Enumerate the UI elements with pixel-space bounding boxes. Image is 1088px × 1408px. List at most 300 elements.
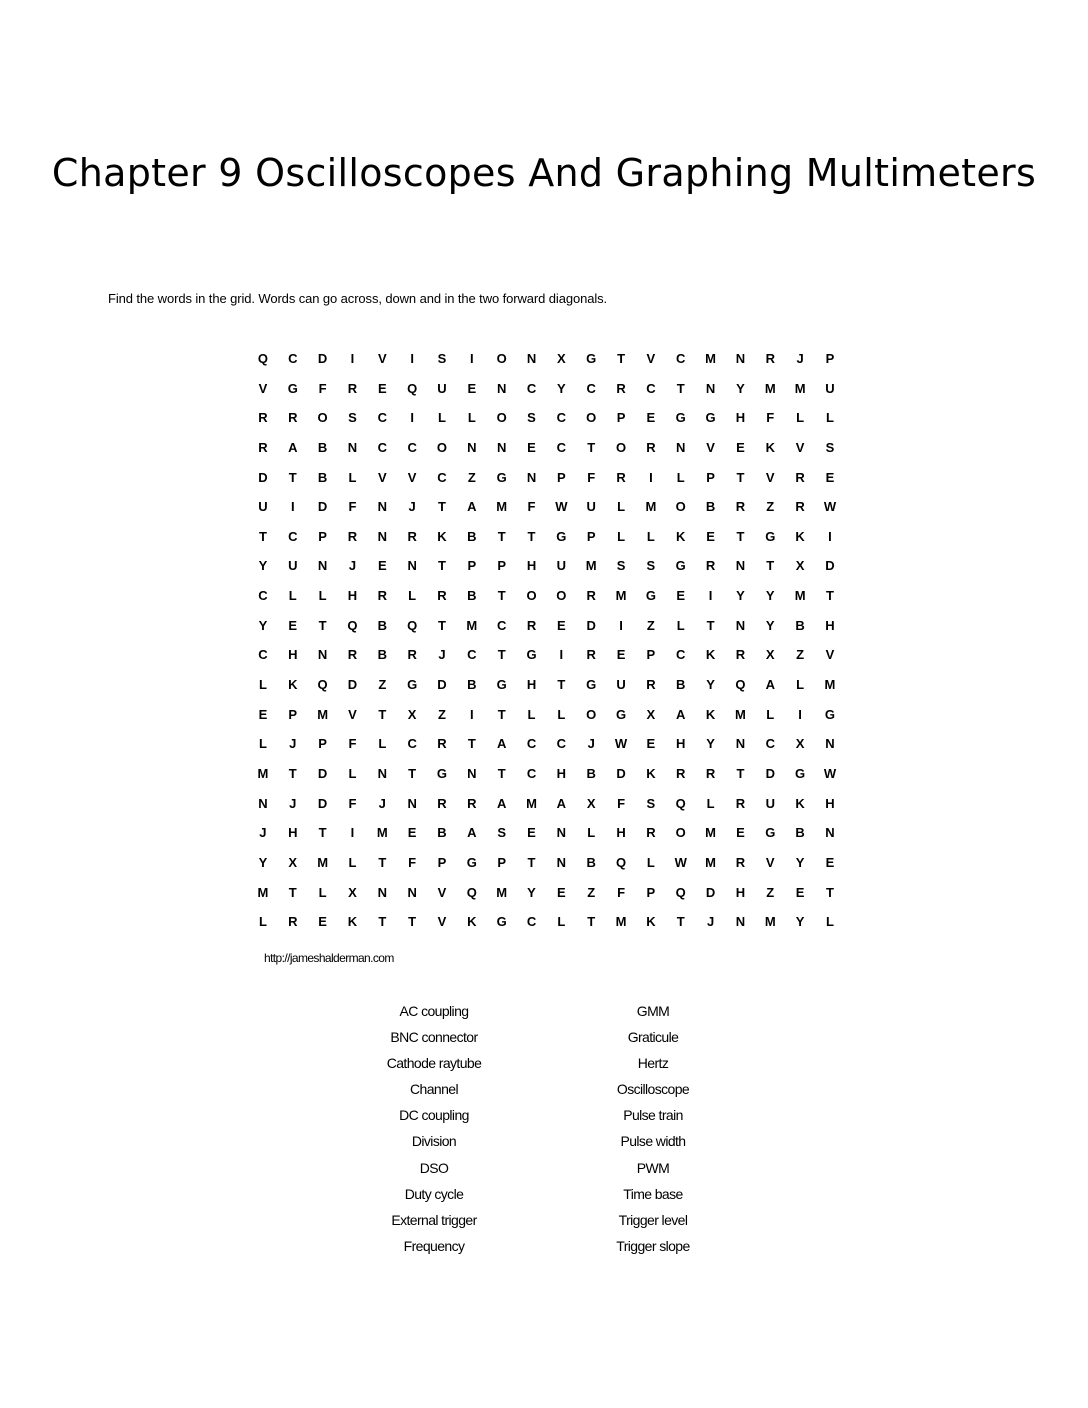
grid-letter: M — [794, 588, 806, 604]
grid-letter: P — [616, 410, 626, 426]
grid-letter: G — [496, 469, 507, 485]
grid-letter: Z — [587, 884, 596, 900]
grid-letter: B — [377, 617, 387, 633]
grid-letter: J — [796, 351, 804, 366]
grid-letter: C — [288, 351, 298, 366]
grid-letter: I — [470, 706, 474, 722]
grid-letter: E — [736, 439, 745, 455]
word-list-item: Trigger slope — [616, 1237, 690, 1254]
grid-letter: G — [526, 647, 537, 663]
grid-letter: S — [497, 825, 506, 841]
grid-letter: V — [377, 469, 387, 485]
grid-letter: B — [586, 854, 596, 870]
grid-letter: P — [646, 647, 656, 663]
grid-row — [248, 848, 845, 878]
word-list-item: Pulse train — [623, 1107, 683, 1124]
grid-letter: B — [795, 825, 805, 841]
grid-letter: R — [795, 499, 805, 515]
grid-letter: B — [586, 765, 596, 781]
grid-letter: E — [706, 528, 715, 544]
grid-letter: T — [527, 528, 536, 544]
grid-letter: D — [317, 765, 328, 781]
grid-letter: J — [438, 647, 446, 663]
grid-letter: K — [347, 914, 358, 930]
grid-letter: N — [467, 439, 477, 455]
grid-row — [248, 789, 845, 819]
word-list-item: BNC connector — [390, 1029, 478, 1046]
grid-row — [248, 344, 845, 374]
grid-letter: C — [437, 469, 447, 485]
grid-letter: D — [317, 499, 328, 515]
grid-letter: N — [526, 469, 537, 485]
grid-letter: F — [587, 469, 596, 485]
grid-letter: L — [617, 528, 626, 544]
grid-letter: Y — [736, 380, 745, 396]
word-list-item: External trigger — [391, 1211, 477, 1228]
grid-letter: P — [497, 558, 506, 574]
grid-letter: M — [764, 914, 776, 930]
grid-row — [248, 818, 845, 848]
grid-letter: C — [377, 439, 387, 455]
grid-letter: Y — [258, 617, 268, 633]
grid-letter: G — [586, 677, 597, 693]
grid-letter: F — [527, 499, 536, 515]
word-list-item: Channel — [410, 1081, 458, 1098]
grid-letter: N — [407, 884, 417, 900]
grid-letter: O — [615, 439, 627, 455]
grid-letter: C — [586, 380, 596, 396]
grid-letter: R — [765, 351, 775, 366]
grid-letter: U — [258, 499, 268, 515]
grid-letter: N — [825, 825, 835, 841]
grid-letter: E — [736, 825, 745, 841]
grid-letter: Q — [347, 617, 358, 633]
grid-letter: L — [348, 765, 357, 781]
grid-letter: U — [437, 380, 447, 396]
grid-row — [248, 433, 845, 463]
grid-letter: N — [735, 558, 746, 574]
grid-letter: P — [437, 854, 447, 870]
grid-letter: V — [765, 854, 775, 870]
grid-letter: C — [407, 736, 417, 752]
grid-letter: V — [437, 914, 447, 930]
grid-letter: B — [317, 469, 328, 485]
grid-letter: T — [497, 528, 506, 544]
grid-letter: N — [317, 647, 328, 663]
word-list-left — [324, 998, 544, 1259]
grid-letter: L — [587, 825, 596, 841]
grid-letter: Y — [258, 854, 268, 870]
grid-letter: X — [765, 647, 775, 663]
grid-letter: T — [617, 351, 626, 366]
grid-letter: S — [646, 558, 656, 574]
grid-letter: G — [675, 558, 686, 574]
grid-letter: S — [646, 795, 656, 811]
grid-letter: R — [646, 677, 656, 693]
grid-letter: L — [557, 914, 566, 930]
grid-letter: M — [705, 825, 716, 841]
grid-letter: N — [467, 765, 477, 781]
grid-letter: T — [587, 439, 596, 455]
grid-letter: L — [378, 736, 387, 752]
grid-letter: H — [825, 617, 835, 633]
grid-letter: F — [617, 795, 626, 811]
grid-letter: C — [765, 736, 775, 752]
grid-row — [248, 403, 845, 433]
grid-letter: R — [407, 528, 417, 544]
grid-letter: M — [645, 499, 657, 515]
grid-letter: L — [467, 410, 476, 426]
grid-letter: R — [735, 647, 746, 663]
grid-letter: P — [825, 351, 835, 366]
grid-letter: L — [676, 469, 685, 485]
grid-letter: G — [824, 706, 836, 722]
grid-letter: R — [735, 854, 746, 870]
grid-letter: P — [288, 706, 298, 722]
grid-letter: H — [556, 765, 567, 781]
grid-letter: J — [408, 499, 416, 515]
grid-letter: R — [437, 795, 447, 811]
grid-letter: A — [467, 499, 477, 515]
grid-letter: J — [378, 795, 386, 811]
grid-letter: M — [615, 914, 627, 930]
grid-letter: C — [676, 351, 686, 366]
grid-row — [248, 492, 845, 522]
word-list-item: Frequency — [403, 1237, 465, 1254]
grid-letter: I — [350, 825, 355, 841]
grid-letter: N — [377, 499, 387, 515]
grid-letter: L — [408, 588, 417, 604]
grid-letter: A — [556, 795, 567, 811]
grid-letter: S — [616, 558, 626, 574]
grid-letter: D — [317, 351, 328, 366]
grid-letter: O — [586, 706, 597, 722]
grid-letter: Q — [466, 884, 477, 900]
grid-letter: O — [496, 410, 507, 426]
grid-letter: T — [676, 914, 685, 930]
grid-letter: Q — [675, 884, 686, 900]
grid-letter: L — [706, 795, 715, 811]
grid-letter: G — [436, 765, 448, 781]
grid-letter: R — [347, 380, 358, 396]
word-list-item: Hertz — [637, 1055, 669, 1072]
grid-letter: N — [347, 439, 358, 455]
grid-letter: I — [649, 469, 653, 485]
grid-row — [248, 551, 845, 581]
grid-letter: N — [825, 736, 835, 752]
grid-letter: Z — [438, 706, 446, 722]
grid-letter: C — [526, 736, 537, 752]
grid-letter: R — [437, 736, 447, 752]
grid-letter: I — [290, 499, 295, 515]
grid-letter: D — [705, 884, 716, 900]
grid-letter: R — [258, 439, 268, 455]
grid-letter: D — [347, 677, 358, 693]
grid-letter: H — [735, 410, 746, 426]
grid-letter: L — [766, 706, 775, 722]
grid-letter: N — [735, 617, 746, 633]
grid-letter: T — [497, 765, 506, 781]
grid-letter: Y — [765, 588, 775, 604]
grid-letter: H — [676, 736, 686, 752]
grid-letter: S — [825, 439, 835, 455]
grid-letter: C — [676, 647, 686, 663]
grid-letter: W — [823, 765, 837, 781]
grid-row — [248, 581, 845, 611]
grid-letter: V — [437, 884, 447, 900]
grid-letter: P — [467, 558, 477, 574]
grid-letter: M — [376, 825, 388, 841]
grid-letter: Y — [795, 854, 805, 870]
grid-letter: U — [288, 558, 298, 574]
grid-letter: Y — [736, 588, 745, 604]
grid-row — [248, 611, 845, 641]
word-list-right — [543, 998, 763, 1259]
word-list-item: Pulse width — [620, 1133, 686, 1150]
word-search-grid — [248, 344, 845, 937]
grid-letter: K — [646, 914, 656, 930]
grid-letter: L — [258, 677, 267, 693]
grid-letter: P — [646, 884, 656, 900]
grid-letter: N — [735, 351, 746, 366]
grid-letter: R — [735, 795, 746, 811]
grid-letter: Y — [765, 617, 775, 633]
grid-letter: B — [467, 528, 477, 544]
grid-letter: M — [585, 558, 597, 574]
word-list-item: Graticule — [627, 1029, 679, 1046]
grid-letter: M — [317, 854, 329, 870]
grid-letter: H — [288, 647, 298, 663]
word-list-item: PWM — [636, 1159, 670, 1176]
grid-letter: V — [348, 706, 357, 722]
grid-letter: N — [676, 439, 686, 455]
grid-letter: M — [705, 351, 716, 366]
grid-letter: K — [705, 706, 716, 722]
grid-letter: C — [258, 588, 268, 604]
grid-letter: Y — [527, 884, 536, 900]
grid-row — [248, 463, 845, 493]
grid-letter: M — [735, 706, 746, 722]
grid-letter: C — [258, 647, 268, 663]
grid-letter: T — [706, 617, 715, 633]
grid-letter: J — [259, 825, 267, 841]
grid-letter: T — [438, 558, 446, 574]
grid-letter: L — [258, 736, 267, 752]
grid-letter: U — [616, 677, 626, 693]
grid-letter: D — [586, 617, 596, 633]
grid-letter: C — [377, 410, 387, 426]
grid-letter: D — [258, 469, 268, 485]
word-list-item: Oscilloscope — [616, 1081, 690, 1098]
grid-letter: W — [674, 854, 687, 870]
grid-letter: S — [348, 410, 357, 426]
grid-letter: T — [288, 884, 297, 900]
grid-letter: C — [467, 647, 477, 663]
grid-letter: C — [407, 439, 417, 455]
grid-letter: T — [825, 884, 834, 900]
grid-letter: C — [496, 617, 507, 633]
grid-letter: Z — [766, 884, 775, 900]
grid-letter: E — [825, 469, 835, 485]
grid-letter: E — [825, 854, 835, 870]
grid-letter: H — [735, 884, 746, 900]
grid-letter: T — [527, 854, 536, 870]
grid-letter: V — [646, 351, 656, 366]
grid-letter: E — [795, 884, 805, 900]
grid-letter: C — [556, 736, 567, 752]
grid-letter: R — [377, 588, 387, 604]
grid-row — [248, 700, 845, 730]
instructions-text: Find the words in the grid. Words can go across, down and in the two forward diagonals. — [108, 291, 608, 306]
grid-letter: K — [795, 795, 805, 811]
grid-letter: G — [615, 706, 627, 722]
grid-letter: U — [556, 558, 567, 574]
grid-letter: X — [795, 558, 805, 574]
grid-letter: P — [586, 528, 596, 544]
grid-letter: B — [317, 439, 328, 455]
grid-letter: K — [795, 528, 805, 544]
grid-letter: T — [318, 617, 327, 633]
grid-letter: I — [350, 351, 355, 366]
grid-letter: M — [496, 499, 508, 515]
grid-letter: C — [526, 765, 537, 781]
grid-letter: X — [586, 795, 596, 811]
grid-letter: Z — [646, 617, 655, 633]
grid-letter: X — [407, 706, 417, 722]
grid-letter: E — [407, 825, 417, 841]
grid-letter: R — [288, 914, 298, 930]
grid-letter: N — [377, 765, 387, 781]
grid-letter: K — [646, 765, 656, 781]
grid-letter: T — [497, 588, 506, 604]
grid-letter: D — [765, 765, 775, 781]
grid-letter: T — [378, 706, 387, 722]
grid-letter: Y — [557, 380, 566, 396]
grid-letter: L — [796, 410, 805, 426]
grid-letter: I — [708, 588, 713, 604]
grid-letter: N — [496, 380, 507, 396]
grid-row — [248, 729, 845, 759]
grid-row — [248, 759, 845, 789]
grid-letter: O — [556, 588, 567, 604]
grid-letter: L — [646, 854, 655, 870]
grid-letter: C — [556, 439, 567, 455]
grid-letter: T — [587, 914, 596, 930]
grid-letter: R — [616, 380, 626, 396]
grid-letter: C — [556, 410, 567, 426]
grid-letter: W — [823, 499, 837, 515]
grid-letter: M — [526, 795, 537, 811]
grid-letter: G — [496, 677, 507, 693]
grid-letter: S — [437, 351, 447, 366]
grid-letter: A — [676, 706, 686, 722]
word-list-item: AC coupling — [399, 1003, 469, 1019]
grid-letter: T — [318, 825, 327, 841]
grid-letter: E — [676, 588, 686, 604]
grid-letter: P — [497, 854, 506, 870]
grid-letter: E — [616, 647, 626, 663]
grid-row — [248, 878, 845, 908]
grid-letter: E — [258, 706, 268, 722]
grid-letter: B — [676, 677, 686, 693]
grid-letter: R — [735, 499, 746, 515]
grid-letter: T — [766, 558, 775, 574]
grid-letter: Y — [795, 914, 805, 930]
grid-row — [248, 374, 845, 404]
grid-letter: E — [646, 736, 656, 752]
word-list-item: GMM — [636, 1003, 670, 1019]
word-list-item: Time base — [623, 1185, 683, 1202]
grid-letter: E — [527, 825, 536, 841]
grid-letter: K — [437, 528, 447, 544]
grid-letter: L — [646, 528, 655, 544]
grid-letter: K — [676, 528, 686, 544]
grid-letter: G — [586, 351, 597, 366]
grid-letter: H — [616, 825, 626, 841]
grid-letter: T — [408, 765, 417, 781]
grid-letter: X — [288, 854, 298, 870]
grid-letter: M — [705, 854, 716, 870]
grid-letter: N — [526, 351, 537, 366]
grid-letter: D — [616, 765, 626, 781]
grid-letter: L — [796, 677, 805, 693]
grid-letter: O — [675, 825, 686, 841]
grid-letter: J — [289, 736, 297, 752]
grid-letter: A — [288, 439, 298, 455]
grid-letter: I — [410, 410, 414, 426]
grid-letter: R — [467, 795, 477, 811]
grid-letter: Y — [706, 736, 715, 752]
grid-letter: O — [526, 588, 537, 604]
grid-letter: K — [288, 677, 298, 693]
grid-letter: U — [825, 380, 835, 396]
word-list-item: Duty cycle — [404, 1185, 464, 1202]
grid-letter: A — [496, 795, 507, 811]
grid-letter: H — [526, 677, 537, 693]
grid-letter: J — [587, 736, 595, 752]
grid-letter: R — [676, 765, 686, 781]
grid-letter: G — [496, 914, 507, 930]
grid-letter: O — [317, 410, 328, 426]
grid-letter: E — [288, 617, 298, 633]
grid-letter: Q — [407, 617, 418, 633]
grid-letter: Q — [317, 677, 328, 693]
grid-letter: Z — [796, 647, 805, 663]
grid-letter: B — [377, 647, 387, 663]
grid-letter: H — [347, 588, 358, 604]
grid-letter: H — [288, 825, 298, 841]
grid-letter: T — [438, 499, 446, 515]
grid-letter: R — [705, 558, 716, 574]
grid-letter: V — [258, 380, 268, 396]
grid-letter: T — [408, 914, 417, 930]
word-list-item: DC coupling — [399, 1107, 469, 1124]
grid-letter: L — [557, 706, 566, 722]
grid-letter: T — [288, 765, 297, 781]
grid-letter: G — [287, 380, 298, 396]
grid-letter: A — [765, 677, 775, 693]
grid-letter: T — [736, 528, 745, 544]
grid-letter: T — [378, 854, 387, 870]
grid-letter: X — [557, 351, 566, 366]
grid-letter: L — [438, 410, 446, 426]
grid-letter: T — [676, 380, 685, 396]
grid-letter: R — [616, 469, 626, 485]
grid-letter: N — [556, 825, 567, 841]
grid-letter: W — [555, 499, 568, 515]
grid-letter: F — [318, 380, 327, 396]
grid-letter: F — [348, 795, 357, 811]
